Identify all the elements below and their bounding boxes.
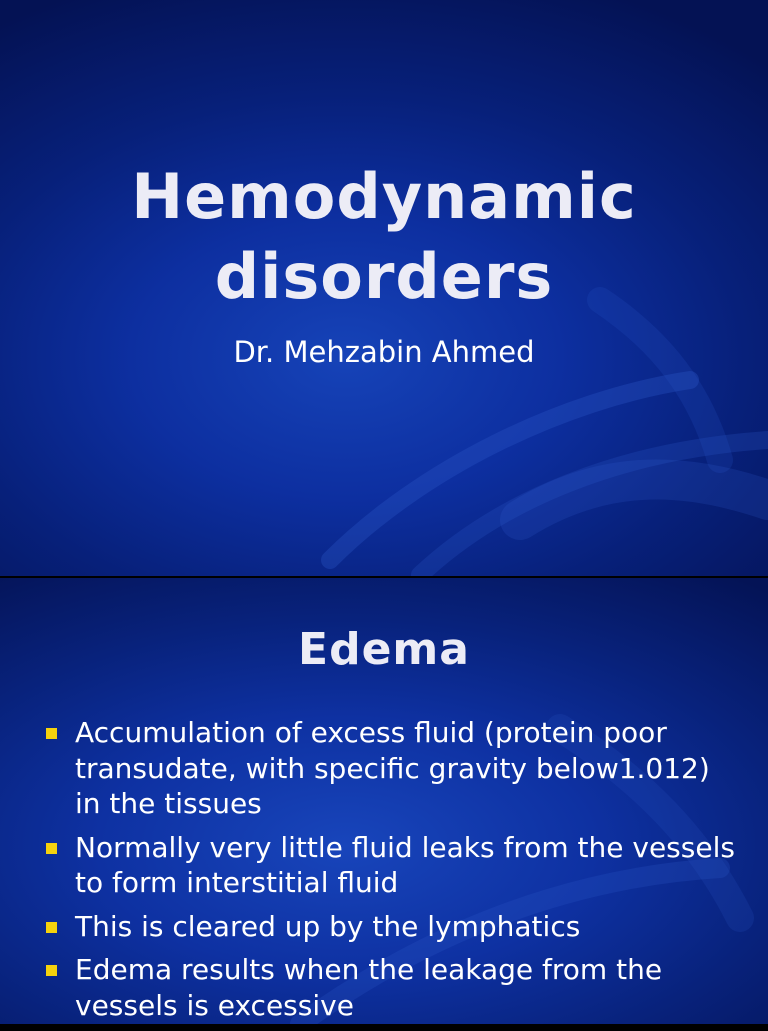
bullet-text: This is cleared up by the lymphatics — [75, 909, 581, 943]
bullet-list — [0, 715, 768, 1031]
title-line-2: disorders — [214, 240, 554, 313]
bullet-item — [0, 909, 768, 945]
author-subtitle: Dr. Mehzabin Ahmed — [233, 335, 535, 369]
bullet-item — [0, 830, 768, 901]
square-bullet-icon — [46, 728, 57, 739]
slide-heading: Edema — [298, 624, 470, 675]
square-bullet-icon — [46, 965, 57, 976]
title-line-1: Hemodynamic — [131, 160, 637, 233]
bullet-text: Edema results when the leakage from the vessels is excessive — [75, 953, 663, 1022]
bullet-item — [0, 715, 768, 822]
bullet-item — [0, 952, 768, 1023]
bullet-text: Accumulation of excess fluid (protein poor transudate, with specific gravity below1.012) in the tissues — [75, 716, 710, 820]
square-bullet-icon — [46, 843, 57, 854]
slide-title — [0, 157, 768, 317]
square-bullet-icon — [46, 922, 57, 933]
bullet-text: Normally very little fluid leaks from the vessels to form interstitial fluid — [75, 830, 735, 899]
